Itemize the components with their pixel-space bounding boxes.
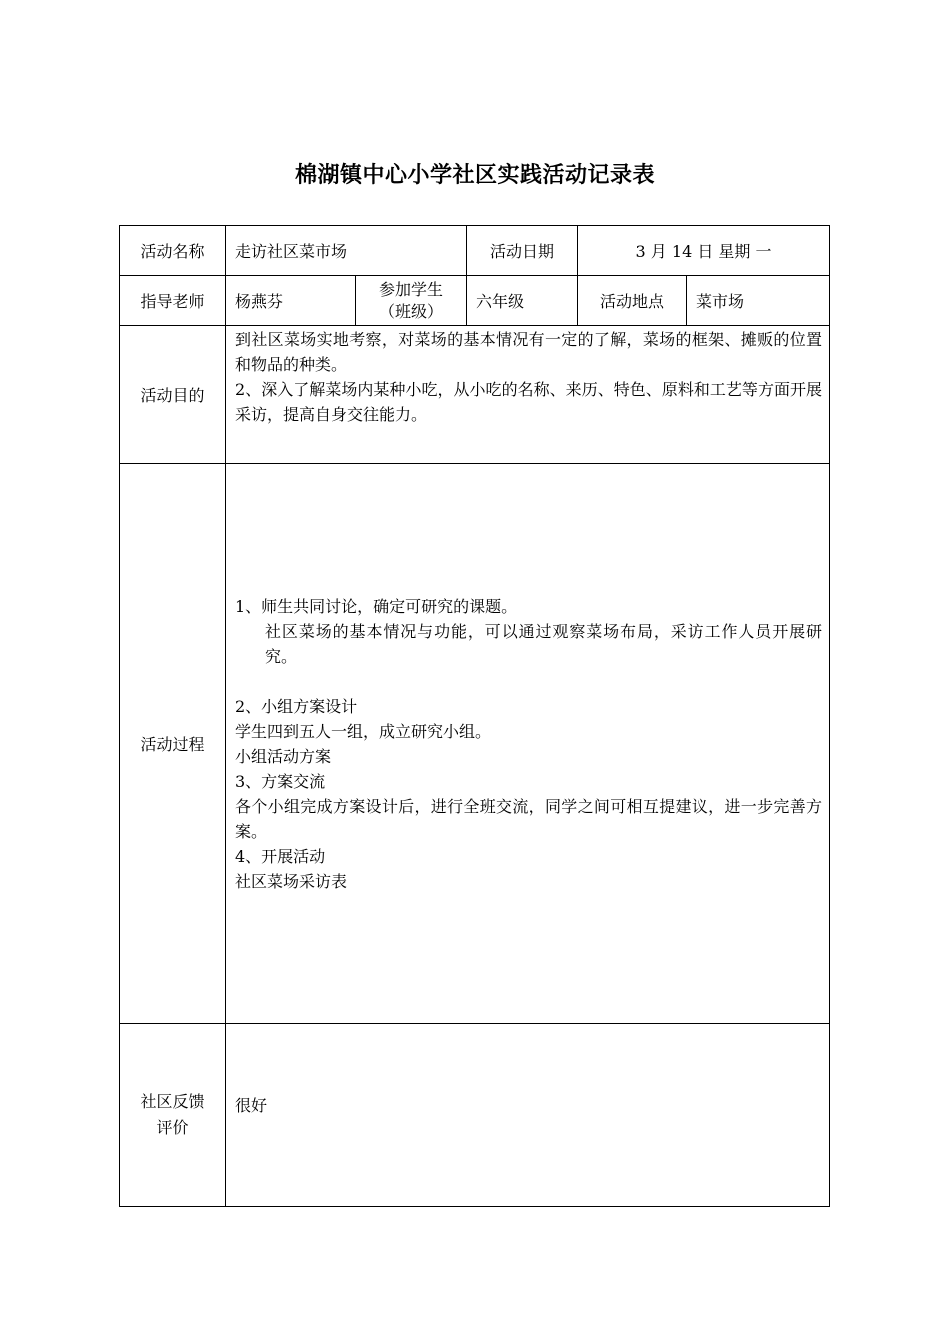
teacher-value: 杨燕芬 (226, 276, 356, 326)
process-line-7: 各个小组完成方案设计后，进行全班交流，同学之间可相互提建议，进一步完善方案。 (235, 796, 823, 841)
activity-date-label: 活动日期 (467, 226, 578, 276)
feedback-label (120, 1024, 226, 1207)
row-teacher (120, 276, 830, 326)
row-process (120, 464, 830, 1024)
feedback-label-line1: 社区反馈 (140, 1092, 205, 1111)
process-blank-line (235, 669, 822, 694)
process-line-3: 2、小组方案设计 (235, 696, 358, 716)
page-title: 棉湖镇中心小学社区实践活动记录表 (294, 163, 655, 188)
purpose-line-2: 2、深入了解菜场内某种小吃，从小吃的名称、来历、特色、原料和工艺等方面开展采访，提高自身交往能力。 (235, 380, 823, 424)
purpose-content (226, 326, 830, 464)
process-line-1: 1、师生共同讨论，确定可研究的课题。 (235, 596, 518, 616)
process-line-2: 社区菜场的基本情况与功能，可以通过观察菜场布局，采访工作人员开展研究。 (265, 621, 823, 666)
students-label-line1: 参加学生 (379, 279, 444, 299)
process-content (226, 464, 830, 1024)
activity-name-value: 走访社区菜市场 (226, 226, 467, 276)
process-line-9: 社区菜场采访表 (235, 871, 348, 891)
students-label (356, 276, 467, 326)
process-label: 活动过程 (120, 464, 226, 1024)
activity-name-label: 活动名称 (120, 226, 226, 276)
teacher-label: 指导老师 (120, 276, 226, 326)
activity-record-table (119, 225, 830, 1207)
purpose-line-1: 到社区菜场实地考察，对菜场的基本情况有一定的了解，菜场的框架、摊贩的位置和物品的种类。 (235, 330, 823, 374)
feedback-label-line2: 评价 (156, 1118, 189, 1137)
feedback-value: 很好 (226, 1024, 830, 1207)
process-line-8: 4、开展活动 (235, 846, 326, 866)
process-line-5: 小组活动方案 (235, 746, 332, 766)
row-purpose (120, 326, 830, 464)
row-feedback (120, 1024, 830, 1207)
place-value: 菜市场 (687, 276, 830, 326)
activity-date-value: 3 月 14 日 星期 一 (578, 226, 830, 276)
process-line-4: 学生四到五人一组，成立研究小组。 (235, 721, 492, 741)
students-label-line2: （班级） (379, 301, 444, 321)
process-line-6: 3、方案交流 (235, 771, 326, 791)
row-activity-name (120, 226, 830, 276)
purpose-label: 活动目的 (120, 326, 226, 464)
place-label: 活动地点 (578, 276, 687, 326)
students-value: 六年级 (467, 276, 578, 326)
